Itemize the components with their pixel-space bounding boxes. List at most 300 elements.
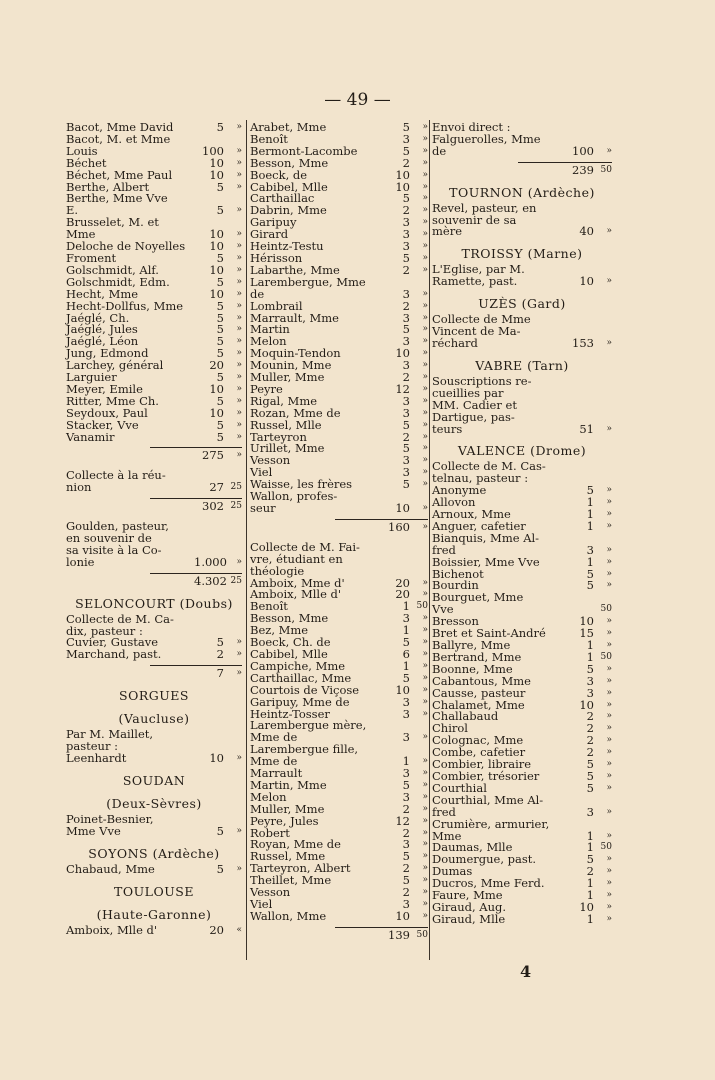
amount-francs: 10	[209, 155, 224, 170]
amount-francs: 3	[402, 215, 410, 230]
donor-name: Larembergue fille,	[250, 742, 359, 757]
amount-francs: 1	[586, 638, 594, 652]
amount-centimes: »	[422, 708, 428, 719]
amount-centimes: »	[606, 663, 612, 674]
donor-name: Amboix, Mlle d'	[66, 922, 158, 937]
amount-francs: 5	[402, 250, 410, 265]
donor-name: Dartigue, pas-	[432, 409, 515, 424]
amount-francs: 5	[216, 298, 224, 313]
donor-name: Causse, pasteur	[432, 685, 526, 700]
column-middle	[250, 122, 428, 942]
donor-name: Chalamet, Mme	[432, 697, 525, 712]
donor-name: Mme de	[250, 754, 298, 769]
section-heading: UZÈS (Gard)	[478, 296, 566, 312]
donor-name: Jaéglé, Jules	[66, 322, 138, 337]
amount-centimes: 50	[416, 601, 428, 612]
amount-centimes: »	[422, 395, 428, 406]
section-heading: VALENCE (Drome)	[457, 443, 587, 459]
amount-francs: 5	[216, 334, 224, 349]
donor-entry	[432, 421, 612, 436]
amount-francs: 100	[572, 143, 594, 158]
donor-name: cueillies par	[432, 385, 504, 400]
donor-name: Hecht, Mme	[66, 286, 139, 301]
amount-centimes: 50	[600, 604, 612, 615]
donor-entry	[432, 592, 612, 604]
donor-name: Giraud, Mlle	[432, 911, 506, 926]
section-heading: TOULOUSE	[114, 883, 194, 899]
amount-centimes: »	[236, 205, 242, 216]
donor-name: teurs	[432, 421, 463, 436]
amount-centimes: 25	[230, 575, 242, 586]
donor-name: MM. Cadier et	[432, 397, 517, 412]
donor-name: Arnoux, Mme	[432, 507, 511, 522]
amount-centimes: »	[422, 768, 428, 779]
donor-name: Wallon, Mme	[250, 908, 327, 923]
amount-centimes: »	[236, 181, 242, 192]
donor-name: Giraud, Aug.	[432, 899, 507, 914]
amount-centimes: »	[422, 503, 428, 513]
amount-centimes: »	[422, 827, 428, 838]
donor-name: théologie	[250, 563, 305, 578]
subtotal-row	[150, 447, 242, 462]
amount-francs: 3	[402, 897, 410, 911]
amount-francs: 5	[402, 191, 410, 206]
amount-francs: 160	[388, 519, 410, 534]
donor-name: réchard	[432, 335, 478, 350]
amount-centimes: »	[422, 336, 428, 347]
amount-francs: 5	[216, 322, 224, 337]
donor-name: Marrault, Mme	[250, 310, 339, 325]
amount-centimes: »	[422, 193, 428, 204]
donor-name: Anguer, cafetier	[432, 518, 526, 533]
amount-francs: 10	[209, 750, 224, 765]
amount-francs: 2	[402, 262, 410, 277]
amount-francs: 5	[402, 120, 410, 134]
donor-name: Urillet, Mme	[250, 441, 325, 456]
amount-francs: 3	[402, 730, 410, 745]
amount-francs: 1	[402, 754, 410, 769]
donor-name: Leenhardt	[66, 750, 127, 765]
amount-centimes: «	[236, 924, 242, 935]
amount-centimes: »	[236, 145, 242, 156]
donor-name: Hecht-Dollfus, Mme	[66, 298, 184, 313]
amount-centimes: »	[236, 336, 242, 347]
amount-francs: 10	[579, 614, 594, 629]
amount-centimes: »	[606, 735, 612, 746]
amount-centimes: »	[606, 276, 612, 287]
donor-name: Mme Vve	[66, 823, 121, 838]
amount-centimes: »	[236, 252, 242, 263]
donor-name: Bermont-Lacombe	[250, 143, 358, 158]
amount-francs: 10	[209, 167, 224, 182]
amount-centimes: »	[422, 312, 428, 323]
amount-francs: 20	[395, 575, 410, 590]
donor-name: vre, étudiant en	[250, 551, 343, 566]
amount-francs: 2	[402, 801, 410, 816]
amount-francs: 1	[402, 623, 410, 638]
donor-name: Poinet-Besnier,	[66, 811, 154, 826]
donor-entry	[66, 554, 242, 569]
donor-name: Seydoux, Paul	[66, 405, 148, 420]
amount-centimes: »	[236, 300, 242, 311]
donor-entry	[432, 143, 612, 158]
donor-name: Bourguet, Mme	[432, 590, 524, 605]
donor-name: Mme	[432, 828, 462, 843]
donor-name: Dumas	[432, 864, 473, 879]
amount-francs: 10	[395, 346, 410, 361]
amount-centimes: »	[422, 521, 428, 532]
donor-entry	[250, 503, 428, 515]
donor-name: Rozan, Mme de	[250, 405, 341, 420]
amount-francs: 3	[402, 310, 410, 325]
section-heading: TOURNON (Ardèche)	[449, 184, 595, 200]
amount-centimes: »	[606, 544, 612, 555]
amount-centimes: »	[606, 580, 612, 591]
amount-francs: 2	[216, 647, 224, 662]
amount-centimes: »	[422, 467, 428, 478]
amount-centimes: »	[606, 520, 612, 531]
amount-centimes: »	[422, 791, 428, 802]
donor-name: Anonyme	[432, 483, 487, 498]
donor-entry	[66, 861, 242, 876]
amount-francs: 7	[216, 666, 224, 681]
donor-name: Bianquis, Mme Al-	[432, 530, 540, 545]
amount-centimes: 50	[600, 651, 612, 662]
amount-centimes: »	[236, 431, 242, 442]
donor-name: Ballyre, Mme	[432, 638, 511, 652]
amount-centimes: »	[236, 407, 242, 418]
amount-centimes: »	[236, 241, 242, 252]
amount-francs: 5	[402, 143, 410, 158]
amount-francs: 3	[402, 453, 410, 468]
amount-centimes: »	[236, 383, 242, 394]
amount-francs: 3	[402, 694, 410, 709]
amount-centimes: »	[606, 711, 612, 722]
amount-francs: 1	[586, 518, 594, 533]
amount-centimes: »	[236, 157, 242, 168]
amount-centimes: »	[422, 229, 428, 240]
donor-entry	[66, 193, 242, 205]
amount-centimes: »	[606, 854, 612, 865]
amount-francs: 10	[209, 227, 224, 242]
amount-francs: 5	[586, 566, 594, 581]
amount-francs: 51	[579, 421, 594, 436]
amount-francs: 3	[586, 804, 594, 819]
donor-name: E.	[66, 203, 79, 218]
donor-name: Colognac, Mme	[432, 733, 524, 748]
amount-centimes: »	[422, 145, 428, 156]
donor-name: Boeck, de	[250, 167, 308, 182]
amount-centimes: »	[236, 863, 242, 874]
donor-entry	[66, 482, 242, 494]
amount-centimes: »	[422, 625, 428, 636]
amount-francs: 1	[586, 911, 594, 926]
amount-centimes: »	[606, 687, 612, 698]
donor-entry	[66, 750, 242, 765]
donor-entry	[66, 429, 242, 444]
amount-centimes: »	[606, 782, 612, 793]
amount-francs: 3	[402, 393, 410, 408]
donor-name: Besson, Mme	[250, 155, 329, 170]
amount-francs: 3	[402, 465, 410, 480]
subtotal-row	[150, 665, 242, 680]
donor-name: Labarthe, Mme	[250, 262, 340, 277]
donor-name: Vve	[432, 602, 454, 617]
amount-francs: 3	[402, 131, 410, 146]
donor-entry	[66, 649, 242, 661]
amount-centimes: »	[236, 169, 242, 180]
donor-name: Tarteyron	[250, 429, 307, 444]
donor-name: Peyre	[250, 381, 283, 396]
donor-name: de	[432, 143, 447, 158]
amount-francs: 3	[402, 837, 410, 852]
amount-francs: 3	[586, 685, 594, 700]
donor-entry	[250, 887, 428, 899]
amount-centimes: »	[422, 241, 428, 252]
donor-name: Muller, Mme	[250, 801, 325, 816]
donor-name: Louis	[66, 143, 98, 158]
donor-name: en souvenir de	[66, 531, 152, 545]
amount-francs: 2	[402, 370, 410, 385]
amount-centimes: »	[236, 288, 242, 299]
donor-name: mère	[432, 224, 463, 239]
amount-centimes: »	[422, 648, 428, 659]
donor-name: Lombrail	[250, 298, 303, 313]
donor-name: Theillet, Mme	[250, 873, 332, 888]
amount-centimes: »	[236, 395, 242, 406]
donor-name: Carthaillac	[250, 191, 315, 206]
donor-name: Falguerolles, Mme	[432, 131, 541, 146]
amount-francs: 5	[402, 477, 410, 492]
amount-francs: 2	[402, 155, 410, 170]
amount-francs: 1	[586, 495, 594, 510]
donor-name: Larguier	[66, 370, 117, 385]
donor-name: Meyer, Emile	[66, 381, 143, 396]
amount-francs: 2	[402, 203, 410, 218]
donor-name: Boissier, Mme Vve	[432, 554, 540, 569]
amount-centimes: »	[422, 431, 428, 442]
donor-entry	[66, 823, 242, 838]
amount-francs: 10	[579, 899, 594, 914]
donor-name: Chabaud, Mme	[66, 861, 155, 876]
amount-francs: 1	[586, 888, 594, 903]
amount-centimes: »	[606, 423, 612, 434]
amount-francs: 139	[388, 927, 410, 942]
amount-centimes: »	[422, 660, 428, 671]
amount-centimes: »	[422, 205, 428, 216]
subtotal-row	[150, 498, 242, 513]
amount-centimes: »	[422, 910, 428, 921]
donor-name: Brusselet, M. et	[66, 215, 159, 230]
amount-centimes: »	[606, 723, 612, 734]
donor-name: seur	[250, 501, 276, 515]
donor-name: Vanamir	[66, 429, 115, 444]
amount-francs: 10	[579, 274, 594, 289]
donor-name: fred	[432, 804, 456, 819]
donor-name: Heintz-Tosser	[250, 706, 330, 721]
amount-francs: 6	[402, 646, 410, 661]
amount-francs: 100	[202, 143, 224, 158]
amount-centimes: »	[422, 613, 428, 624]
donor-name: Crumière, armurier,	[432, 816, 550, 831]
donor-name: Vincent de Ma-	[432, 324, 521, 339]
amount-centimes: »	[606, 913, 612, 924]
donor-name: telnau, pasteur :	[432, 471, 529, 486]
amount-centimes: »	[606, 759, 612, 770]
section-heading: SOUDAN	[122, 772, 186, 788]
amount-centimes: »	[422, 815, 428, 826]
subtotal-row	[335, 927, 428, 942]
amount-centimes: »	[606, 568, 612, 579]
donor-entry	[250, 455, 428, 467]
amount-centimes: »	[422, 419, 428, 430]
donor-name: Jaéglé, Léon	[66, 334, 139, 349]
donor-name: Melon	[250, 334, 287, 349]
amount-francs: 5	[402, 322, 410, 337]
amount-centimes: »	[606, 901, 612, 912]
donor-name: Collecte de M. Cas-	[432, 459, 546, 474]
amount-centimes: »	[422, 899, 428, 909]
page-signature-mark: 4	[520, 962, 532, 981]
donor-name: Muller, Mme	[250, 370, 325, 385]
donor-name: Boeck, Ch. de	[250, 635, 331, 650]
amount-centimes: »	[606, 806, 612, 817]
amount-francs: 5	[216, 823, 224, 838]
donor-name: Robert	[250, 825, 290, 840]
amount-centimes: 50	[600, 842, 612, 853]
donor-name: L'Eglise, par M.	[432, 262, 525, 277]
amount-centimes: 25	[230, 482, 242, 493]
donor-name: Marrault	[250, 766, 303, 781]
section-heading: SOYONS (Ardèche)	[88, 845, 220, 861]
donor-name: Ramette, past.	[432, 274, 518, 289]
amount-centimes: »	[422, 672, 428, 683]
amount-centimes: »	[422, 479, 428, 490]
amount-francs: 2	[586, 745, 594, 760]
amount-francs: 2	[402, 429, 410, 444]
amount-francs: 3	[402, 334, 410, 349]
donor-name: Besson, Mme	[250, 611, 329, 626]
donor-name: Wallon, profes-	[250, 489, 338, 504]
amount-centimes: »	[236, 450, 242, 461]
amount-centimes: »	[236, 122, 242, 132]
amount-centimes: »	[606, 337, 612, 348]
donor-name: Larchey, général	[66, 358, 164, 373]
donor-name: Larembergue, Mme	[250, 274, 366, 289]
amount-francs: 5	[216, 250, 224, 265]
donor-name: Faure, Mme	[432, 888, 503, 903]
column-divider-right	[429, 120, 430, 960]
amount-centimes: »	[422, 372, 428, 383]
amount-francs: 5	[216, 274, 224, 289]
amount-centimes: »	[606, 226, 612, 237]
donor-name: Combe, cafetier	[432, 745, 526, 760]
donor-name: Benoît	[250, 599, 288, 614]
amount-francs: 10	[209, 239, 224, 254]
amount-centimes: »	[236, 419, 242, 430]
amount-centimes: »	[422, 875, 428, 886]
amount-centimes: »	[422, 839, 428, 850]
amount-francs: 1	[402, 599, 410, 614]
amount-francs: 5	[216, 861, 224, 876]
amount-centimes: »	[422, 443, 428, 454]
section-heading: SELONCOURT (Doubs)	[75, 595, 233, 611]
amount-centimes: »	[606, 830, 612, 841]
amount-centimes: »	[236, 556, 242, 567]
amount-francs: 5	[216, 429, 224, 444]
amount-francs: 5	[586, 768, 594, 783]
donor-name: Moquin-Tendon	[250, 346, 341, 361]
donor-name: Campiche, Mme	[250, 658, 346, 673]
donor-name: Russel, Mlle	[250, 417, 322, 432]
donor-name: nion	[66, 480, 92, 495]
amount-centimes: »	[236, 324, 242, 335]
amount-centimes: »	[606, 556, 612, 567]
donor-name: Royan, Mme de	[250, 837, 341, 852]
donor-entry	[432, 335, 612, 350]
amount-francs: 10	[395, 908, 410, 923]
donor-name: Golschmidt, Edm.	[66, 274, 170, 289]
amount-francs: 5	[402, 635, 410, 650]
donor-name: Cuvier, Gustave	[66, 635, 159, 650]
amount-centimes: »	[422, 157, 428, 168]
donor-entry	[250, 274, 428, 289]
amount-centimes: »	[236, 360, 242, 371]
donor-name: Collecte à la réu-	[66, 468, 166, 483]
amount-centimes: »	[236, 264, 242, 275]
amount-centimes: »	[422, 360, 428, 371]
donor-name: Jaéglé, Ch.	[66, 310, 130, 325]
amount-centimes: »	[236, 637, 242, 648]
amount-francs: 10	[579, 697, 594, 712]
amount-francs: 153	[572, 335, 594, 350]
donor-name: fred	[432, 542, 456, 557]
amount-centimes: »	[236, 229, 242, 240]
amount-centimes: »	[422, 181, 428, 192]
donor-name: Marchand, past.	[66, 647, 162, 662]
amount-centimes: »	[236, 312, 242, 323]
amount-francs: 5	[402, 441, 410, 456]
donor-name: Bacot, M. et Mme	[66, 131, 171, 146]
amount-centimes: »	[422, 300, 428, 311]
donor-name: Envoi direct :	[432, 120, 511, 134]
donor-name: Bresson	[432, 614, 479, 629]
amount-centimes: »	[606, 747, 612, 758]
amount-francs: 20	[209, 922, 224, 937]
donor-entry	[432, 276, 612, 288]
amount-centimes: »	[606, 640, 612, 650]
donor-name: Bichenot	[432, 566, 484, 581]
amount-centimes: »	[236, 348, 242, 359]
subtotal-row	[150, 573, 242, 588]
subtotal-row	[335, 519, 428, 534]
amount-francs: 10	[395, 167, 410, 182]
amount-francs: 10	[209, 262, 224, 277]
amount-francs: 3	[402, 611, 410, 626]
donor-name: Daumas, Mlle	[432, 840, 513, 855]
donor-entry	[66, 922, 242, 937]
donor-entry	[432, 911, 612, 926]
donor-name: Allovon	[432, 495, 476, 510]
amount-centimes: »	[606, 616, 612, 627]
donor-name: Doumergue, past.	[432, 852, 537, 867]
amount-francs: 1	[586, 876, 594, 891]
donor-name: Garipuy	[250, 215, 297, 230]
donor-name: Bertrand, Mme	[432, 649, 522, 664]
amount-francs: 10	[209, 286, 224, 301]
amount-centimes: »	[422, 756, 428, 767]
donor-name: Boonne, Mme	[432, 661, 513, 676]
